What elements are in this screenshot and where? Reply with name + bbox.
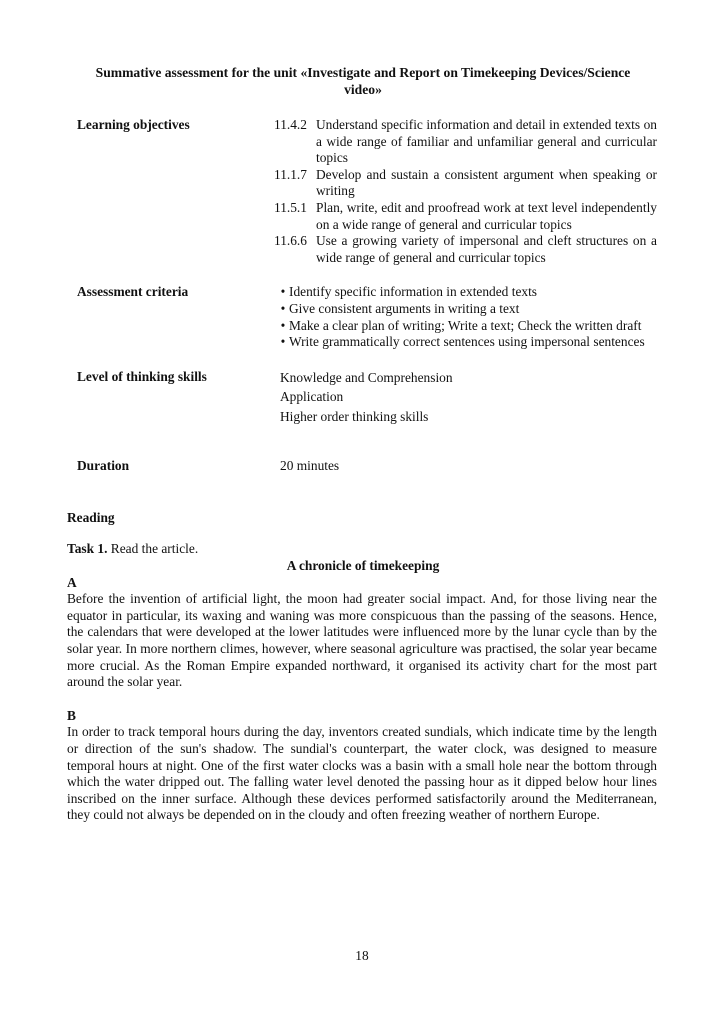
assessment-criteria-list: [274, 284, 657, 350]
thinking-skill-item: Higher order thinking skills: [280, 408, 429, 424]
task-label: Task 1.: [67, 541, 108, 557]
objective-text: Understand specific information and detail in extended texts on a wide range of familiar and unfamiliar general and curricular topics: [316, 117, 657, 166]
section-letter: B: [67, 707, 76, 723]
bullet-icon: •: [280, 300, 286, 316]
thinking-skill-item: Knowledge and Comprehension: [280, 369, 453, 385]
criteria-text: Write grammatically correct sentences using impersonal sentences: [289, 334, 645, 350]
task-text: Read the article.: [107, 541, 199, 557]
objective-item: [274, 117, 657, 167]
criteria-text: Make a clear plan of writing; Write a text; Check the written draft: [289, 317, 642, 333]
objective-item: [274, 200, 657, 233]
criteria-text: Give consistent arguments in writing a text: [289, 300, 520, 316]
duration-value: 20 minutes: [280, 458, 340, 474]
objective-code: 11.6.6: [274, 233, 307, 249]
learning-objectives-label: Learning objectives: [77, 117, 190, 132]
article-title: A chronicle of timekeeping: [286, 558, 440, 573]
learning-objectives-row: [69, 117, 657, 266]
assessment-criteria-label: Assessment criteria: [77, 284, 189, 300]
objective-code: 11.4.2: [274, 117, 307, 132]
thinking-skill-item: Application: [280, 389, 344, 405]
task-line: [67, 541, 657, 558]
thinking-skills-label: Level of thinking skills: [77, 368, 207, 384]
objective-code: 11.5.1: [274, 199, 307, 215]
criteria-item: [277, 318, 657, 335]
duration-label: Duration: [77, 458, 130, 474]
objective-code: 11.1.7: [274, 166, 307, 182]
thinking-skills-row: [69, 369, 657, 427]
bullet-icon: •: [280, 334, 286, 350]
document-page: [69, 64, 657, 824]
objective-text: Develop and sustain a consistent argument when speaking or writing: [316, 166, 657, 199]
section-text: In order to track temporal hours during the day, inventors created sundials, which indicate time by the length or direction of the sun's shadow. The sundial's counterpart, the water clock, was designed to measure temporal hours at night. One of the first water clocks was a basin with a small hole near the bottom through which the water dripped out. The falling water level denoted the passing hour as it dipped below hour lines inscribed on the inner surface. Although these devices performed satisfactorily around the Mediterranean, they could not always be depended on in the cloudy and often freezing weather of northern Europe.: [67, 724, 657, 823]
article-section-a: [67, 575, 657, 691]
bullet-icon: •: [280, 317, 286, 333]
duration-row: [69, 458, 657, 475]
learning-objectives-list: [274, 117, 657, 266]
criteria-text: Identify specific information in extended texts: [289, 284, 538, 300]
criteria-item: [277, 284, 657, 301]
bullet-icon: •: [280, 284, 286, 300]
criteria-item: [277, 301, 657, 318]
page-number: 18: [355, 948, 369, 963]
article-section-b: [67, 708, 657, 824]
assessment-criteria-row: [69, 284, 657, 350]
criteria-item: [277, 334, 657, 351]
thinking-skills-list: [274, 368, 657, 427]
objective-item: [274, 233, 657, 266]
section-letter: A: [67, 574, 77, 590]
objective-text: Use a growing variety of impersonal and cleft structures on a wide range of general and curricular topics: [316, 233, 657, 265]
objective-text: Plan, write, edit and proofread work at text level independently on a wide range of general and curricular topics: [316, 199, 657, 232]
page-title: Summative assessment for the unit «Investigate and Report on Timekeeping Devices/Science video»: [95, 65, 631, 97]
section-text: Before the invention of artificial light, the moon had greater social impact. And, for those living near the equator in particular, its waxing and waning was more conspicuous than the passing of the seasons. Hence, the calendars that were developed at the lower latitudes were influenced more by the lunar cycle than by the solar year. In more northern climes, however, where seasonal agriculture was practised, the solar year became more crucial. As the Roman Empire expanded northward, it organised its activity chart for the most part around the solar year.: [67, 591, 657, 690]
objective-item: [274, 167, 657, 200]
reading-heading: Reading: [67, 509, 115, 525]
